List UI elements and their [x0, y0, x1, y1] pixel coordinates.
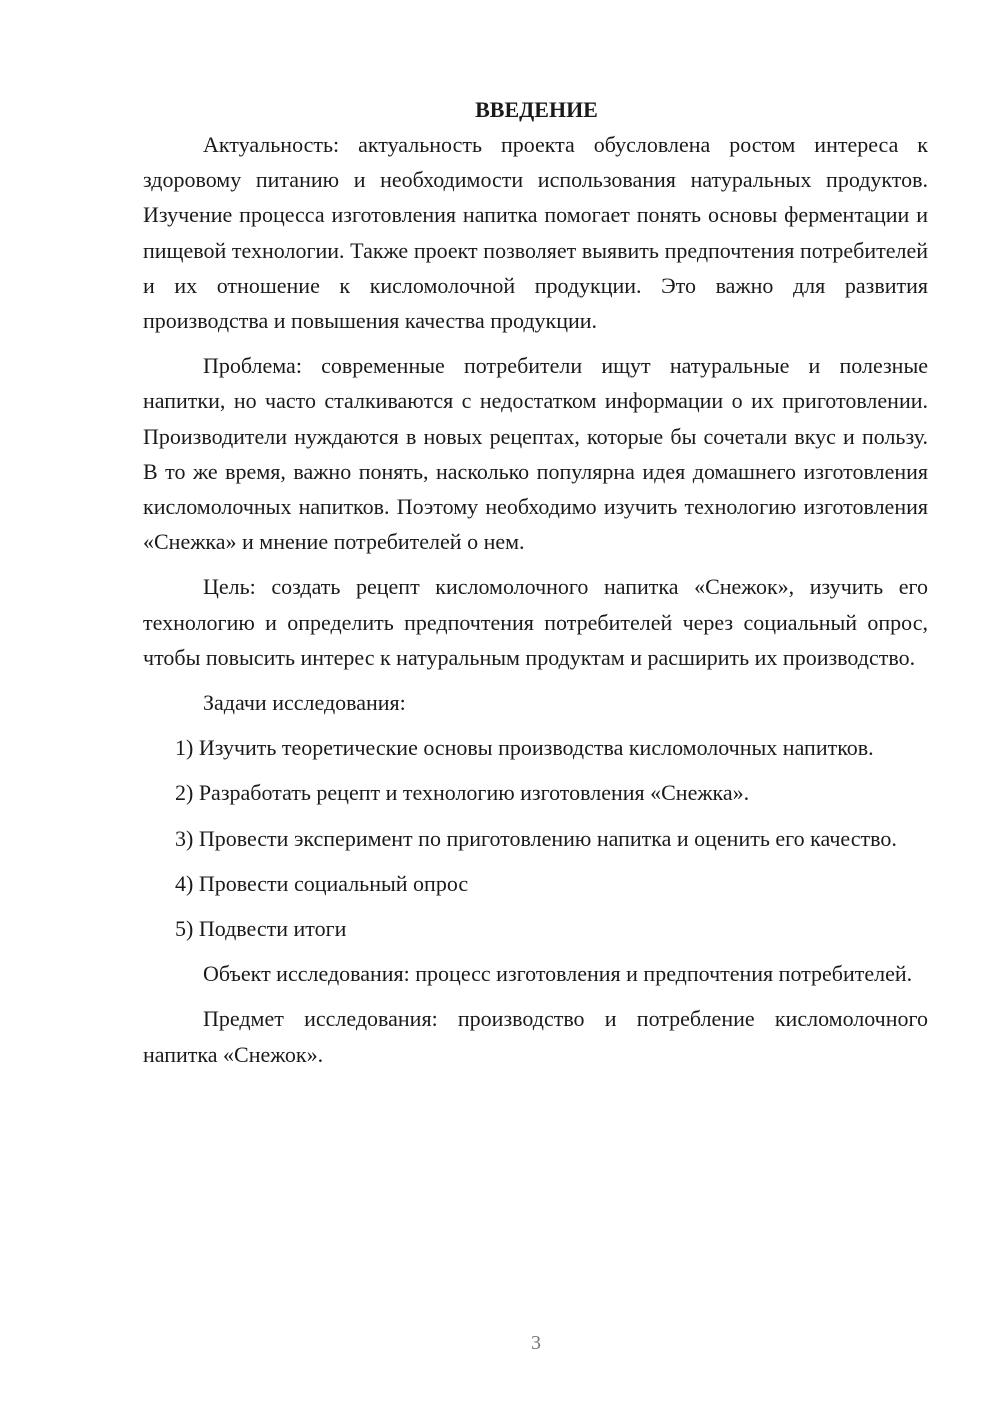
- document-page: [143, 92, 928, 1072]
- paragraph-problem: Проблема: современные потребители ищут натуральные и полезные напитки, но часто сталкиваются с недостатком информации о их приготовлении. Производители нуждаются в новых рецептах, которые бы сочетали вкус и пользу. В то же время, важно понять, насколько популярна идея домашнего изготовления кисломолочных напитков. Поэтому необходимо изучить технологию изготовления «Снежка» и мнение потребителей о нем.: [143, 353, 928, 555]
- task-item-5: 5) Подвести итоги: [175, 916, 347, 942]
- paragraph-object: Объект исследования: процесс изготовления и предпочтения потребителей.: [203, 961, 913, 987]
- task-item-2: 2) Разработать рецепт и технологию изготовления «Снежка».: [175, 780, 750, 806]
- page-title: ВВЕДЕНИЕ: [475, 97, 598, 122]
- paragraph-tasks-heading: Задачи исследования:: [203, 690, 406, 716]
- task-item-1: 1) Изучить теоретические основы производства кисломолочных напитков.: [175, 735, 874, 761]
- page-number: 3: [531, 1332, 541, 1354]
- paragraph-subject: Предмет исследования: производство и потребление кисломолочного напитка «Снежок».: [143, 1006, 928, 1067]
- paragraph-relevance: Актуальность: актуальность проекта обусловлена ростом интереса к здоровому питанию и необходимости использования натуральных продуктов. Изучение процесса изготовления напитка помогает понять основы ферментации и пищевой технологии. Также проект позволяет выявить предпочтения потребителей и их отношение к кисломолочной продукции. Это важно для развития производства и повышения качества продукции.: [143, 132, 928, 334]
- task-item-3: 3) Провести эксперимент по приготовлению напитка и оценить его качество.: [175, 825, 897, 851]
- task-item-4: 4) Провести социальный опрос: [175, 870, 469, 896]
- paragraph-goal: Цель: создать рецепт кисломолочного напитка «Снежок», изучить его технологию и определить предпочтения потребителей через социальный опрос, чтобы повысить интерес к натуральным продуктам и расширить их производство.: [143, 574, 928, 670]
